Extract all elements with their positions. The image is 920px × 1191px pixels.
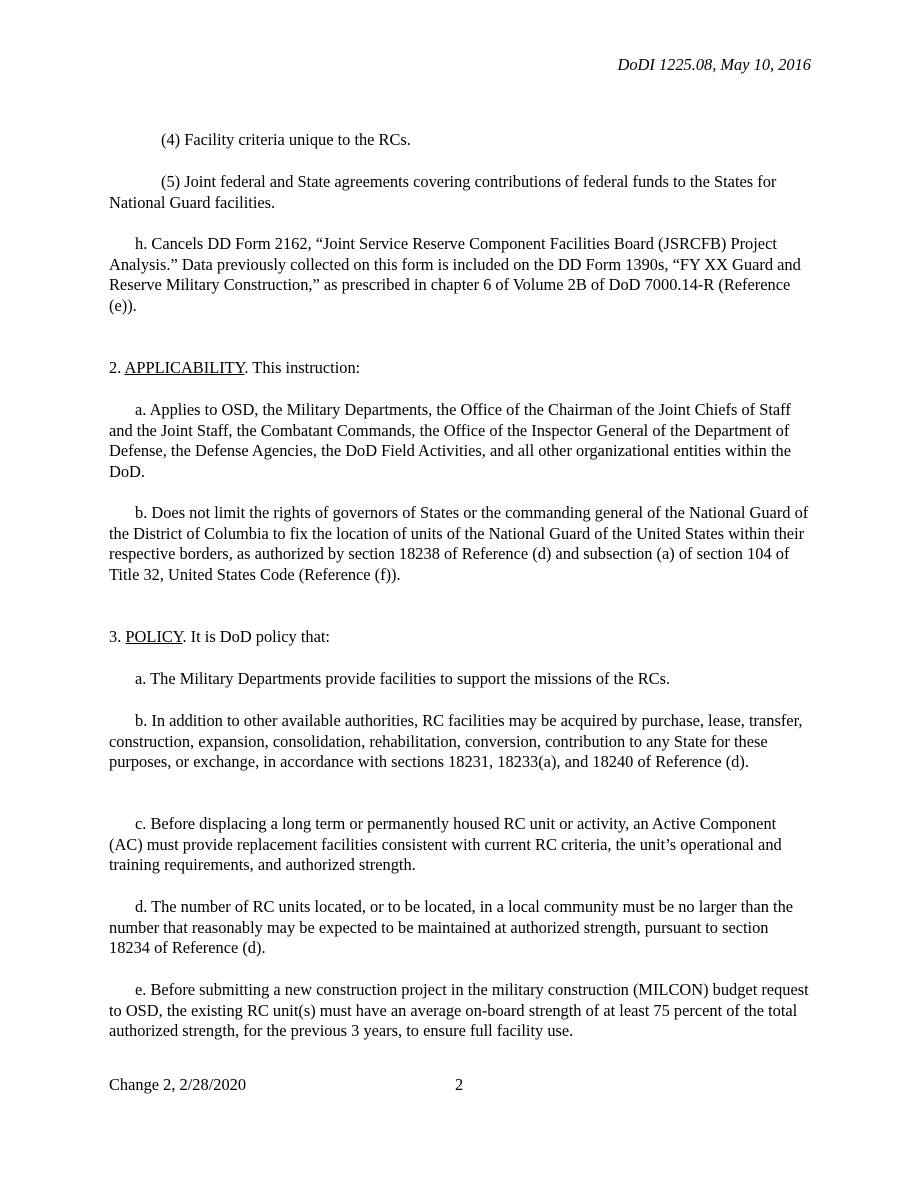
item-4-facility-criteria: (4) Facility criteria unique to the RCs. [161, 130, 411, 149]
item-5-joint-agreements: (5) Joint federal and State agreements covering contributions of federal funds to the States for National Guard facilities. [109, 172, 777, 212]
section-number: 2. [109, 358, 125, 377]
section-intro: . It is DoD policy that: [182, 627, 330, 646]
policy-item-a: a. The Military Departments provide facilities to support the missions of the RCs. [135, 669, 671, 688]
section-heading-applicability [109, 358, 813, 379]
policy-item-c: c. Before displacing a long term or permanently housed RC unit or activity, an Active Component (AC) must provide replacement facilities consistent with current RC criteria, the unit’s operational and training requirements, and authorized strength. [109, 814, 782, 875]
policy-item-d: d. The number of RC units located, or to be located, in a local community must be no larger than the number that reasonably may be expected to be maintained at authorized strength, pursuant to section 18234 of Reference (d). [109, 897, 794, 958]
section-title: POLICY [125, 627, 183, 646]
document-header: DoDI 1225.08, May 10, 2016 [617, 55, 811, 74]
item-h-cancels-dd-form: h. Cancels DD Form 2162, “Joint Service Reserve Component Facilities Board (JSRCFB) Project Analysis.” Data previously collected on this form is included on the DD Form 1390s, “FY XX Guard and Reserve Military Construction,” as prescribed in chapter 6 of Volume 2B of DoD 7000.14-R (Reference (e)). [109, 234, 801, 316]
section-title: APPLICABILITY [124, 358, 245, 377]
policy-item-e: e. Before submitting a new construction project in the military construction (MILCON) budget request to OSD, the existing RC unit(s) must have an average on-board strength of at least 75 percent of the total authorized strength, for the previous 3 years, to ensure full facility use. [109, 980, 809, 1041]
section-number: 3. [109, 627, 126, 646]
applicability-item-a: a. Applies to OSD, the Military Departments, the Office of the Chairman of the Joint Chiefs of Staff and the Joint Staff, the Combatant Commands, the Office of the Inspector General of the Department of Defense, the Defense Agencies, the DoD Field Activities, and all other organizational entities within the DoD. [109, 400, 791, 482]
section-heading-policy [109, 627, 813, 648]
page-number: 2 [455, 1075, 464, 1094]
policy-item-b: b. In addition to other available authorities, RC facilities may be acquired by purchase, lease, transfer, construction, expansion, consolidation, rehabilitation, conversion, contribution to any State for these purposes, or exchange, in accordance with sections 18231, 18233(a), and 18240 of Reference (d). [109, 711, 803, 772]
change-notice: Change 2, 2/28/2020 [109, 1075, 247, 1094]
applicability-item-b: b. Does not limit the rights of governors of States or the commanding general of the National Guard of the District of Columbia to fix the location of units of the National Guard of the United States within their respective borders, as authorized by section 18238 of Reference (d) and subsection (a) of section 104 of Title 32, United States Code (Reference (f)). [109, 503, 809, 585]
section-intro: . This instruction: [244, 358, 361, 377]
